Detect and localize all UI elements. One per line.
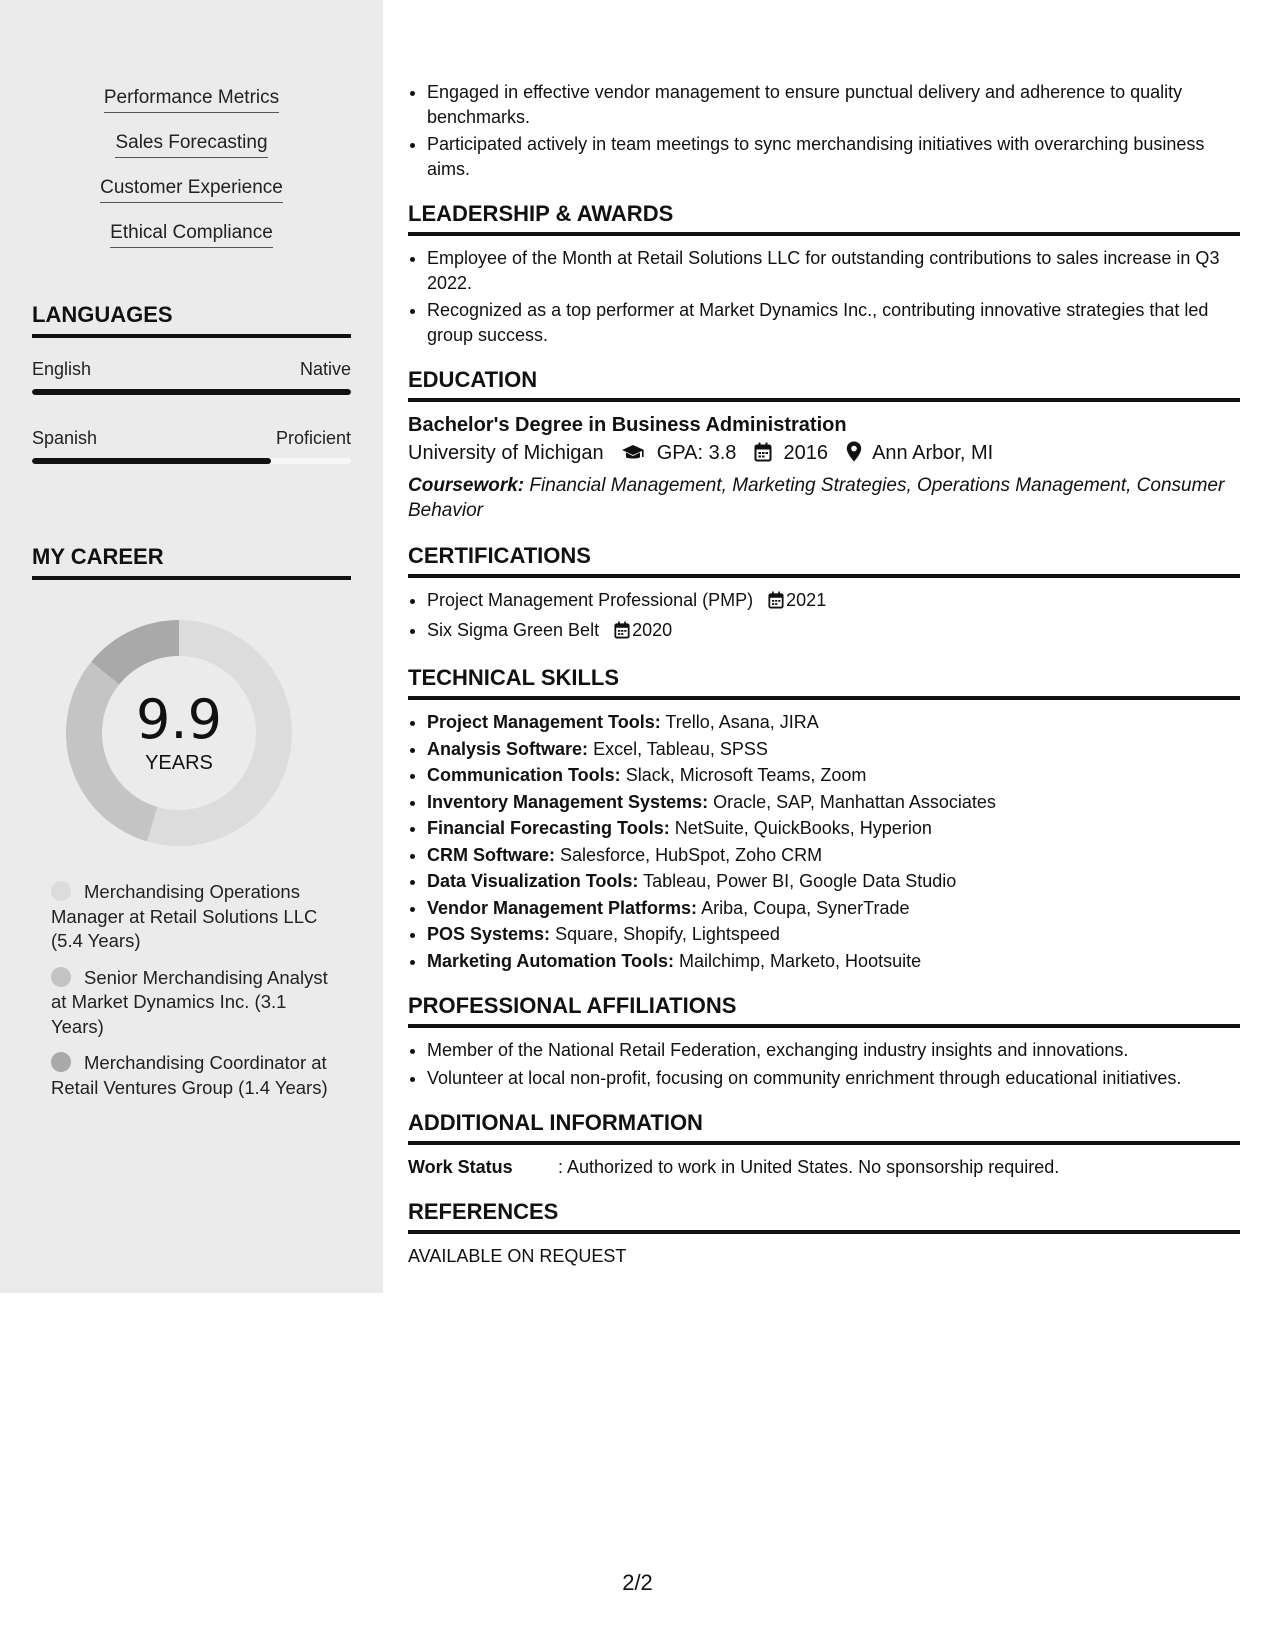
skill-value: Ariba, Coupa, SynerTrade (701, 897, 910, 918)
skill-label: Vendor Management Platforms: (427, 897, 698, 918)
career-legend-item (51, 880, 331, 954)
language-name: Spanish (32, 428, 98, 448)
certification-name: Six Sigma Green Belt (427, 619, 600, 640)
skill-tag: Sales Forecasting (115, 131, 267, 158)
work-status-value: : Authorized to work in United States. No sponsorship required. (558, 1157, 1060, 1177)
skill-tag: Customer Experience (100, 176, 283, 203)
career-legend-text: Merchandising Operations Manager at Retail Solutions LLC (5.4 Years) (51, 881, 318, 951)
career-legend (51, 880, 331, 1112)
education-location: Ann Arbor, MI (872, 442, 994, 464)
skill-label: Data Visualization Tools: (427, 871, 639, 891)
technical-skills-list (408, 710, 1240, 973)
education-year: 2016 (783, 442, 829, 464)
experience-bullet: • Engaged in effective vendor management to ensure punctual delivery and adherence to quality benchmarks. (427, 80, 1240, 129)
skill-value: Tableau, Power BI, Google Data Studio (643, 871, 957, 891)
education-details (408, 438, 1240, 471)
leadership-item: • Employee of the Month at Retail Solutions LLC for outstanding contributions to sales increase in Q3 2022. (427, 246, 1240, 295)
references-text: AVAILABLE ON REQUEST (408, 1246, 627, 1266)
language-row (32, 428, 351, 449)
technical-skill-item (427, 710, 1240, 735)
languages-heading: LANGUAGES (32, 302, 351, 338)
coursework-label: Coursework: (408, 475, 525, 496)
work-status-label: Work Status (408, 1157, 513, 1177)
language-level: Native (299, 359, 351, 379)
education-degree: Bachelor's Degree in Business Administration (408, 414, 847, 436)
certification-year: 2020 (632, 619, 673, 640)
leadership-item: • Recognized as a top performer at Market Dynamics Inc., contributing innovative strategies that led group success. (427, 298, 1240, 347)
additional-info-heading: ADDITIONAL INFORMATION (408, 1110, 1240, 1145)
language-name: English (32, 359, 92, 379)
language-bar (32, 458, 351, 464)
technical-skill-item (427, 816, 1240, 841)
work-status-row (408, 1155, 1240, 1179)
calendar-icon (768, 591, 784, 616)
experience-bullets (408, 80, 1240, 181)
skill-value: Mailchimp, Marketo, Hootsuite (679, 950, 922, 971)
skill-value: Slack, Microsoft Teams, Zoom (625, 765, 867, 785)
skill-label: Project Management Tools: (427, 712, 661, 732)
certifications-list (408, 588, 1240, 645)
legend-dot (51, 881, 71, 901)
skill-label: Financial Forecasting Tools: (427, 818, 670, 838)
affiliations-list (408, 1038, 1240, 1090)
skill-label: Analysis Software: (427, 738, 589, 759)
graduation-cap-icon (621, 441, 645, 471)
leadership-heading: LEADERSHIP & AWARDS (408, 201, 1240, 236)
technical-skills-heading: TECHNICAL SKILLS (408, 665, 1240, 700)
certification-year: 2021 (786, 590, 827, 610)
career-heading: MY CAREER (32, 544, 351, 580)
calendar-icon (614, 621, 630, 646)
references-heading: REFERENCES (408, 1199, 1240, 1234)
education-coursework (408, 473, 1240, 523)
skill-tag: Performance Metrics (104, 86, 279, 113)
technical-skill-item (427, 896, 1240, 921)
affiliation-item: • Volunteer at local non-profit, focusing on community enrichment through educational initiatives. (427, 1066, 1240, 1091)
legend-dot (51, 1052, 71, 1072)
education-heading: EDUCATION (408, 367, 1240, 402)
career-total-years: 9.9 (136, 688, 222, 751)
skill-label: Communication Tools: (427, 765, 621, 785)
technical-skill-item (427, 790, 1240, 815)
certification-item (427, 588, 1240, 616)
technical-skill-item (427, 843, 1240, 868)
skill-tag: Ethical Compliance (110, 221, 273, 248)
career-legend-text: Merchandising Coordinator at Retail Ventures Group (1.4 Years) (51, 1052, 328, 1098)
certification-item (427, 618, 1240, 646)
certification-name: Project Management Professional (PMP) (427, 590, 754, 610)
language-level: Proficient (275, 428, 351, 448)
language-bar-fill (32, 389, 351, 395)
skill-label: Marketing Automation Tools: (427, 950, 674, 971)
career-legend-text: Senior Merchandising Analyst at Market Dynamics Inc. (3.1 Years) (51, 966, 328, 1037)
affiliation-item: • Member of the National Retail Federation, exchanging industry insights and innovations. (427, 1038, 1240, 1063)
language-row (32, 359, 351, 380)
technical-skill-item (427, 949, 1240, 974)
skill-label: POS Systems: (427, 924, 551, 944)
technical-skill-item (427, 737, 1240, 762)
career-legend-item (51, 966, 331, 1040)
legend-dot (51, 967, 71, 987)
affiliations-heading: PROFESSIONAL AFFILIATIONS (408, 993, 1240, 1028)
technical-skill-item (427, 869, 1240, 894)
career-legend-item (51, 1051, 331, 1100)
career-total-unit: YEARS (145, 752, 213, 774)
skills-list (0, 86, 383, 266)
leadership-list (408, 246, 1240, 347)
page-number: 2/2 (622, 1570, 653, 1595)
sidebar (0, 0, 383, 1293)
skill-value: NetSuite, QuickBooks, Hyperion (674, 818, 932, 838)
skill-label: Inventory Management Systems: (427, 791, 709, 812)
career-donut-chart (66, 620, 292, 846)
skill-value: Excel, Tableau, SPSS (593, 738, 768, 759)
technical-skill-item (427, 922, 1240, 947)
certifications-heading: CERTIFICATIONS (408, 543, 1240, 578)
language-bar-fill (32, 458, 271, 464)
skill-value: Oracle, SAP, Manhattan Associates (713, 791, 996, 812)
skill-value: Trello, Asana, JIRA (665, 712, 819, 732)
skill-label: CRM Software: (427, 844, 556, 865)
language-bar (32, 389, 351, 395)
location-pin-icon (846, 441, 862, 471)
education-school: University of Michigan (408, 442, 604, 464)
experience-bullet: • Participated actively in team meetings to sync merchandising initiatives with overarching business aims. (427, 132, 1240, 181)
main-content (408, 80, 1240, 1268)
skill-value: Salesforce, HubSpot, Zoho CRM (560, 844, 823, 865)
coursework-text: Financial Management, Marketing Strategies, Operations Management, Consumer Behavior (408, 475, 1225, 521)
technical-skill-item (427, 763, 1240, 788)
skill-value: Square, Shopify, Lightspeed (555, 924, 780, 944)
calendar-icon (754, 441, 772, 471)
education-gpa: GPA: 3.8 (656, 442, 737, 464)
